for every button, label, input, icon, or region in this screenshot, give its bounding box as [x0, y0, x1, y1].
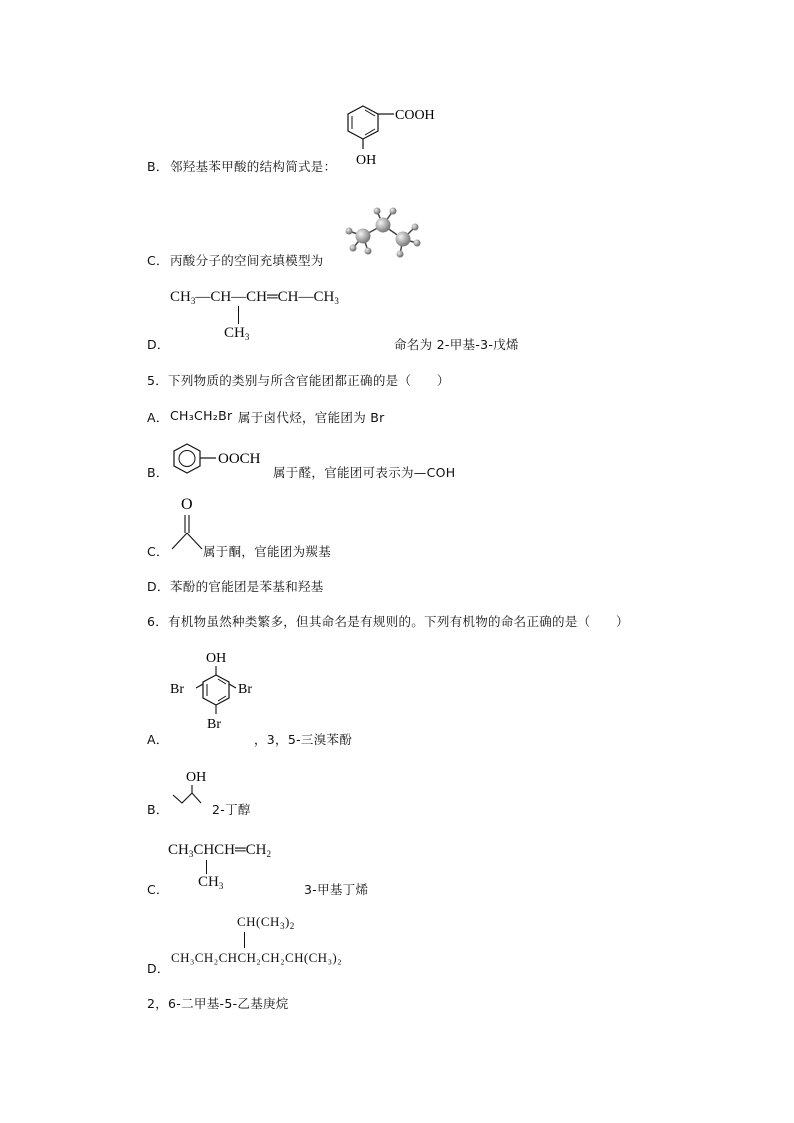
tribromo-br-left: Br — [170, 682, 184, 697]
q5-option-d-text: 苯酚的官能团是苯基和羟基 — [170, 579, 324, 594]
q4-option-c-text: 丙酸分子的空间充填模型为 — [170, 253, 324, 268]
q5-option-d-letter: D． — [147, 579, 170, 594]
q6-c-formula-branch: $CH_3$ — [198, 874, 224, 891]
q4-d-formula-line: $CH_3—CH—CH═CH—CH_3$ — [170, 289, 339, 306]
q6-option-c-letter: C． — [147, 882, 169, 897]
tribromo-br-right: Br — [238, 682, 252, 697]
q5-option-c-letter: C． — [147, 544, 169, 559]
acetone-structure — [168, 493, 208, 557]
butanol-oh-label: OH — [186, 770, 207, 785]
q6-c-branch-bond — [206, 860, 207, 874]
q6-option-b-text: 2-丁醇 — [212, 802, 251, 817]
q6-d-branch-bond — [244, 932, 245, 948]
q4-d-formula-branch: $CH_3$ — [224, 325, 250, 342]
q6-d-formula-top: $CH(CH_3)_2$ — [237, 914, 295, 931]
q6-stem: 6．有机物虽然种类繁多，但其命名是有规则的。下列有机物的命名正确的是（ ） — [147, 614, 629, 629]
q6-option-d-name: 2，6-二甲基-5-乙基庚烷 — [147, 996, 289, 1011]
q6-option-b-letter: B． — [147, 802, 169, 817]
q5-option-a-formula: CH₃CH₂Br — [170, 408, 233, 423]
q4-option-d-text: 命名为 2-甲基-3-戊烯 — [394, 337, 519, 352]
q6-d-formula-main: CH₃CH₂CHCH₂CH₂CH(CH₃)₂ — [171, 950, 343, 965]
q5-option-b-text: 属于醛，官能团可表示为—COH — [273, 465, 456, 480]
q5-option-c-text: 属于酮，官能团为羰基 — [203, 544, 332, 559]
propanoic-acid-space-filling-model — [343, 203, 423, 259]
tribromo-br-bottom: Br — [207, 717, 221, 732]
q4-option-b-letter: B． — [147, 159, 169, 174]
q5-stem: 5．下列物质的类别与所含官能团都正确的是（ ） — [147, 373, 450, 388]
q4-d-branch-bond — [238, 306, 239, 324]
cooh-label: COOH — [395, 108, 435, 123]
butan-2-ol-skeletal-structure — [168, 767, 218, 809]
q4-option-c-letter: C． — [147, 253, 169, 268]
q6-option-d-letter: D． — [147, 961, 170, 976]
q6-option-a-letter: A． — [147, 732, 169, 747]
tribromo-oh-label: OH — [206, 651, 227, 666]
q5-option-a-letter: A． — [147, 410, 169, 425]
q4-option-b-text: 邻羟基苯甲酸的结构简式是： — [170, 159, 337, 174]
q5-option-a-text: 属于卤代烃，官能团为 Br — [238, 410, 385, 425]
oh-label: OH — [356, 153, 377, 168]
q6-c-formula-line: $CH_3CHCH═CH_2$ — [168, 842, 271, 859]
ooch-label: OOCH — [218, 451, 261, 467]
salicylic-acid-structure — [340, 100, 450, 170]
oxygen-label: O — [181, 496, 193, 513]
phenyl-formate-structure — [170, 441, 280, 477]
q6-option-c-text: 3-甲基丁烯 — [304, 882, 369, 897]
q6-option-a-text: ，3，5-三溴苯酚 — [254, 732, 353, 747]
tribromophenol-structure — [166, 648, 266, 743]
q5-option-b-letter: B． — [147, 465, 169, 480]
q4-option-d-letter: D． — [147, 337, 170, 352]
